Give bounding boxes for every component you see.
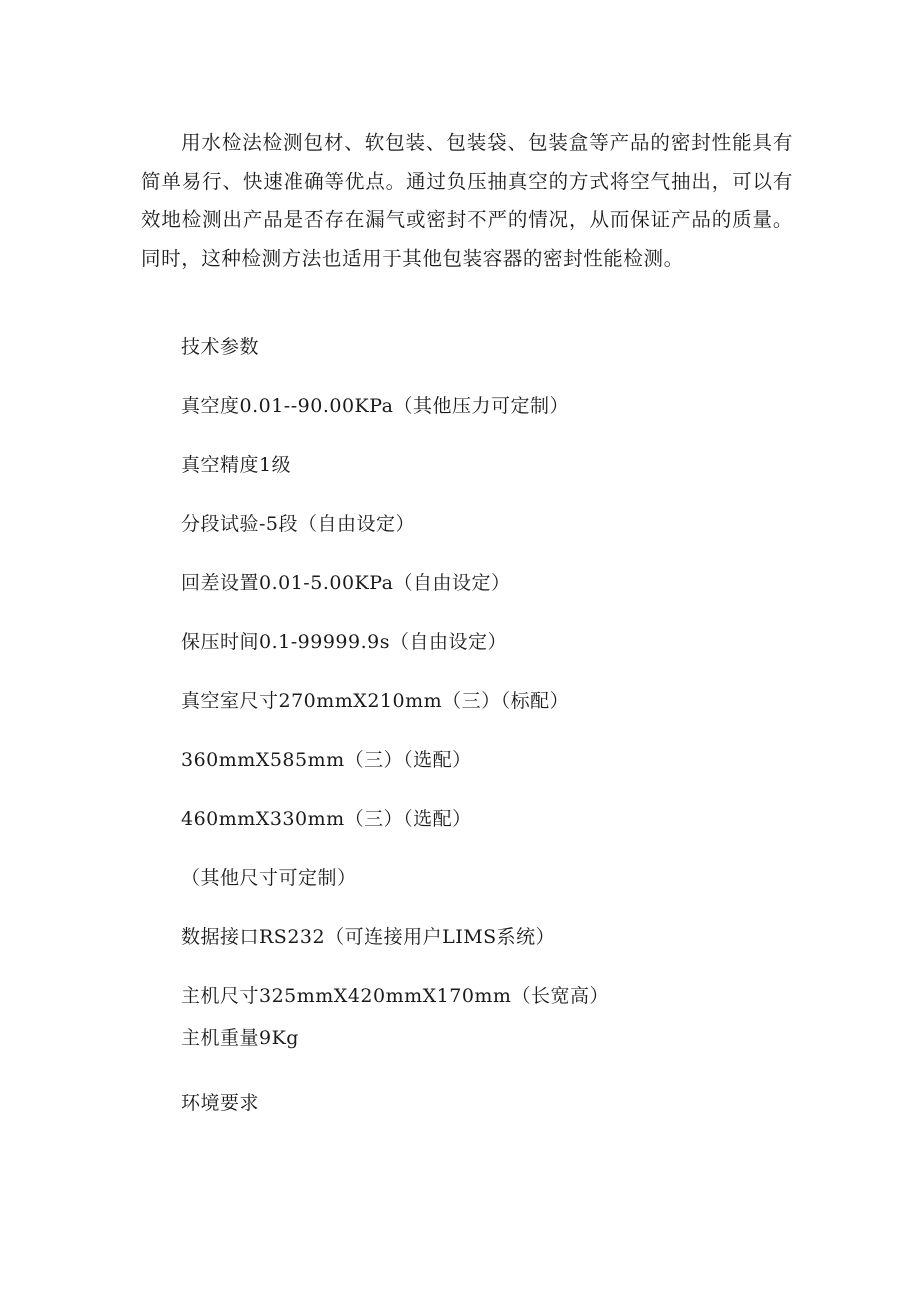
spec-hold-time: 保压时间0.1-99999.9s（自由设定） bbox=[181, 631, 507, 653]
spec-vacuum-range: 真空度0.01--90.00KPa（其他压力可定制） bbox=[181, 395, 569, 417]
env-heading: 环境要求 bbox=[181, 1092, 260, 1114]
spec-chamber-size-option-1: 360mmX585mm（三）（选配） bbox=[181, 749, 472, 771]
intro-paragraph: 用水检法检测包材、软包装、包装袋、包装盒等产品的密封性能具有简单易行、快速准确等优点。通过负压抽真空的方式将空气抽出，可以有效地检测出产品是否存在漏气或密封不严的情况，从而保证产品的质量。同时，这种检测方法也适用于其他包装容器的密封性能检测。 bbox=[141, 131, 793, 270]
spec-vacuum-accuracy: 真空精度1级 bbox=[181, 454, 292, 476]
spec-hysteresis: 回差设置0.01-5.00KPa（自由设定） bbox=[181, 572, 511, 594]
spec-heading: 技术参数 bbox=[181, 336, 260, 358]
spec-chamber-size-standard: 真空室尺寸270mmX210mm（三）（标配） bbox=[181, 690, 570, 712]
spec-host-size: 主机尺寸325mmX420mmX170mm（长宽高） bbox=[181, 985, 609, 1007]
spec-segment-test: 分段试验-5段（自由设定） bbox=[181, 513, 416, 535]
spec-chamber-size-custom: （其他尺寸可定制） bbox=[181, 867, 357, 889]
spec-data-interface: 数据接口RS232（可连接用户LIMS系统） bbox=[181, 926, 556, 948]
spec-host-weight: 主机重量9Kg bbox=[181, 1027, 299, 1049]
spec-chamber-size-option-2: 460mmX330mm（三）（选配） bbox=[181, 808, 472, 830]
